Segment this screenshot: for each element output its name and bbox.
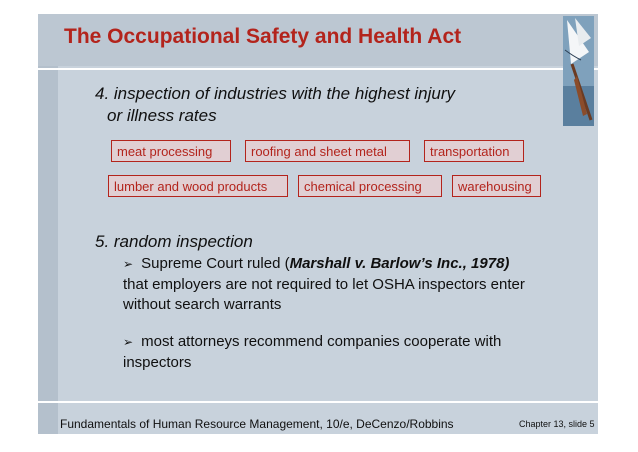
- arrow-bullet-icon: ➢: [123, 257, 134, 271]
- footer-book-title: Fundamentals of Human Resource Management, 10/e, DeCenzo/Robbins: [60, 417, 454, 431]
- slide: [38, 14, 598, 434]
- bullet-2-text: most attorneys recommend companies cooperate with: [141, 333, 502, 350]
- slide-title: The Occupational Safety and Health Act: [64, 25, 462, 48]
- bullet-1-line1: [123, 254, 509, 274]
- bullet-2-line1: [123, 332, 501, 352]
- item-4-heading-line1: 4. inspection of industries with the highest injury: [95, 84, 456, 103]
- sailboat-image: [563, 16, 594, 126]
- footer-slide-number: Chapter 13, slide 5: [519, 419, 595, 429]
- item-5-heading: 5. random inspection: [95, 232, 253, 251]
- arrow-bullet-icon: ➢: [123, 335, 134, 349]
- title-divider: [38, 68, 598, 70]
- industry-tag-meat-processing: meat processing: [111, 140, 231, 162]
- bullet-1-line3: without search warrants: [123, 296, 282, 313]
- industry-tag-transportation: transportation: [424, 140, 524, 162]
- industry-tag-warehousing: warehousing: [452, 175, 541, 197]
- industry-tag-lumber: lumber and wood products: [108, 175, 288, 197]
- bullet-1-line2: that employers are not required to let OSHA inspectors enter: [123, 276, 525, 293]
- slide-left-strip: [38, 14, 58, 434]
- court-case-citation: Marshall v. Barlow’s Inc., 1978): [289, 255, 510, 272]
- footer-divider: [38, 401, 598, 403]
- industry-tag-chemical: chemical processing: [298, 175, 442, 197]
- bullet-1-lead: Supreme Court ruled (: [141, 255, 290, 272]
- item-4-heading-line2: or illness rates: [107, 106, 217, 125]
- bullet-2-line2: inspectors: [123, 354, 192, 371]
- industry-tag-roofing: roofing and sheet metal: [245, 140, 410, 162]
